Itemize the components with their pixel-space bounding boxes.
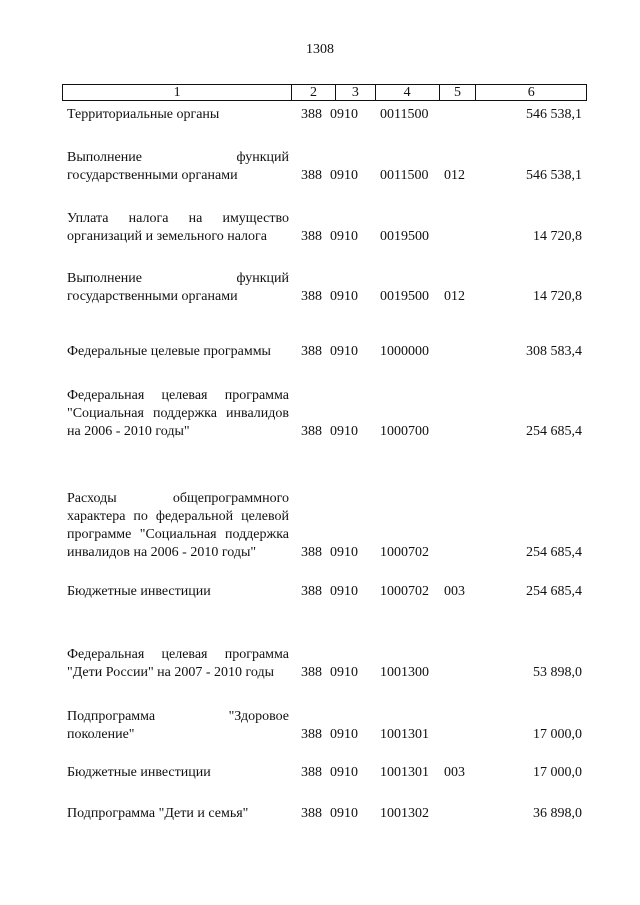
header-col-6: 6 [527, 85, 535, 100]
row-amount: 254 685,4 [526, 545, 582, 560]
row-code-5: 012 [444, 289, 465, 304]
table-row [67, 387, 582, 441]
row-description: Бюджетные инвестиции [67, 765, 211, 780]
row-code-4: 1001302 [380, 806, 429, 821]
header-col-4: 4 [376, 85, 440, 100]
row-code-4: 1000700 [380, 424, 429, 439]
row-amount: 17 000,0 [533, 727, 582, 742]
table-header [62, 84, 587, 101]
table-row [67, 210, 582, 246]
row-code-4: 0019500 [380, 289, 429, 304]
table-row [67, 628, 582, 682]
row-amount: 308 583,4 [526, 344, 582, 359]
row-code-3: 0910 [330, 107, 358, 122]
table-row [67, 472, 582, 562]
row-code-4: 1001301 [380, 765, 429, 780]
row-description: Федеральная целевая программа "Дети России" на 2007 - 2010 годы [67, 647, 289, 680]
table-row [67, 106, 582, 124]
row-amount: 17 000,0 [533, 765, 582, 780]
row-amount: 254 685,4 [526, 584, 582, 599]
row-code-2: 388 [301, 424, 322, 439]
row-description: Подпрограмма "Дети и семья" [67, 806, 249, 821]
row-code-2: 388 [301, 727, 322, 742]
row-code-5: 003 [444, 584, 465, 599]
row-code-3: 0910 [330, 584, 358, 599]
row-code-3: 0910 [330, 806, 358, 821]
row-code-3: 0910 [330, 424, 358, 439]
row-code-3: 0910 [330, 168, 358, 183]
row-code-4: 0011500 [380, 168, 429, 183]
row-code-3: 0910 [330, 229, 358, 244]
row-amount: 36 898,0 [533, 806, 582, 821]
header-col-3: 3 [336, 85, 376, 100]
row-description: Подпрограмма "Здоровое поколение" [67, 709, 289, 742]
row-code-4: 1001301 [380, 727, 429, 742]
row-code-3: 0910 [330, 344, 358, 359]
table-row [67, 708, 582, 744]
row-code-3: 0910 [330, 765, 358, 780]
row-description: Расходы общепрограммного характера по федеральной целевой программе "Социальная поддержка инвалидов на 2006 - 2010 годы" [67, 491, 289, 560]
row-code-2: 388 [301, 806, 322, 821]
row-code-2: 388 [301, 107, 322, 122]
table-row [67, 764, 582, 782]
row-amount: 546 538,1 [526, 107, 582, 122]
row-amount: 14 720,8 [533, 229, 582, 244]
header-col-1: 1 [63, 85, 292, 100]
row-amount: 254 685,4 [526, 424, 582, 439]
row-description: Выполнение функций государственными органами [67, 271, 289, 304]
row-amount: 53 898,0 [533, 665, 582, 680]
header-col-5: 5 [440, 85, 477, 100]
row-code-5: 012 [444, 168, 465, 183]
table-row [67, 149, 582, 185]
row-code-2: 388 [301, 765, 322, 780]
row-code-2: 388 [301, 168, 322, 183]
row-code-2: 388 [301, 289, 322, 304]
page-number: 1308 [306, 42, 334, 57]
row-code-3: 0910 [330, 289, 358, 304]
row-code-5: 003 [444, 765, 465, 780]
row-code-2: 388 [301, 665, 322, 680]
row-code-4: 1000702 [380, 584, 429, 599]
row-description: Бюджетные инвестиции [67, 584, 211, 599]
row-code-4: 1000702 [380, 545, 429, 560]
row-code-2: 388 [301, 344, 322, 359]
row-code-4: 1000000 [380, 344, 429, 359]
row-code-3: 0910 [330, 727, 358, 742]
table-row [67, 583, 582, 601]
row-code-4: 0011500 [380, 107, 429, 122]
row-code-3: 0910 [330, 545, 358, 560]
row-description: Федеральная целевая программа "Социальная поддержка инвалидов на 2006 - 2010 годы" [67, 388, 289, 439]
row-code-2: 388 [301, 584, 322, 599]
table-row [67, 270, 582, 306]
row-description: Уплата налога на имущество организаций и земельного налога [67, 211, 289, 244]
row-amount: 14 720,8 [533, 289, 582, 304]
row-code-4: 0019500 [380, 229, 429, 244]
row-description: Выполнение функций государственными органами [67, 150, 289, 183]
row-code-2: 388 [301, 229, 322, 244]
row-amount: 546 538,1 [526, 168, 582, 183]
table-row [67, 805, 582, 823]
header-col-2: 2 [292, 85, 336, 100]
row-description: Территориальные органы [67, 107, 220, 122]
row-description: Федеральные целевые программы [67, 344, 271, 359]
row-code-4: 1001300 [380, 665, 429, 680]
row-code-3: 0910 [330, 665, 358, 680]
row-code-2: 388 [301, 545, 322, 560]
table-row [67, 325, 582, 361]
